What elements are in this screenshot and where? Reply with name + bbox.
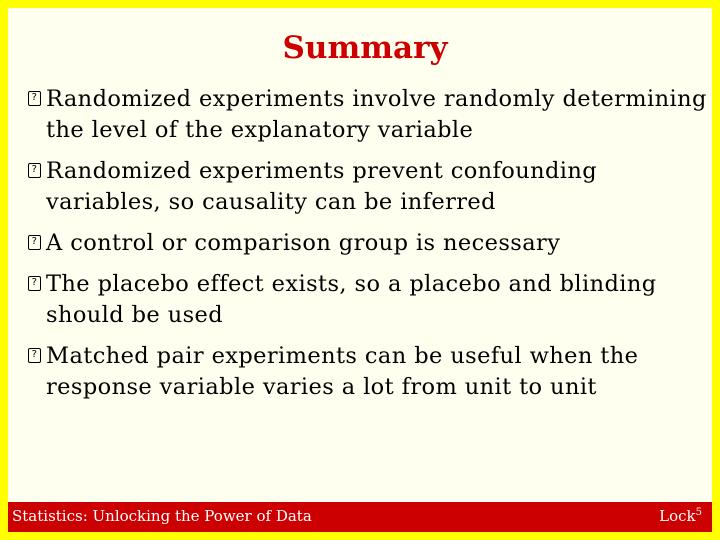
- footer-book-title: Statistics: Unlocking the Power of Data: [12, 507, 312, 525]
- bullet-text: Randomized experiments prevent confounding variables, so causality can be inferred: [46, 158, 598, 215]
- bullet-item: [28, 341, 708, 403]
- bullet-item: [28, 84, 708, 146]
- footer-author: [659, 507, 702, 525]
- slide-title: Summary: [282, 30, 448, 66]
- bullet-text: A control or comparison group is necessary: [46, 230, 561, 256]
- footer-author-superscript: 5: [695, 507, 702, 518]
- bullet-text: Matched pair experiments can be useful when the response variable varies a lot from unit to unit: [46, 343, 639, 400]
- bullet-item: [28, 269, 708, 331]
- bullet-item: [28, 156, 708, 218]
- footer-author-name: Lock: [659, 507, 696, 525]
- footer-bar: [8, 502, 712, 532]
- bullet-marker-icon: ?: [28, 235, 41, 250]
- bullet-marker-icon: ?: [28, 276, 41, 291]
- bullet-text: The placebo effect exists, so a placebo and blinding should be used: [46, 271, 657, 328]
- bullet-marker-icon: ?: [28, 163, 41, 178]
- bullet-list: [28, 84, 708, 413]
- bullet-item: [28, 228, 708, 259]
- bullet-marker-icon: ?: [28, 348, 41, 363]
- bullet-marker-icon: ?: [28, 91, 41, 106]
- bullet-text: Randomized experiments involve randomly determining the level of the explanatory variable: [46, 86, 707, 143]
